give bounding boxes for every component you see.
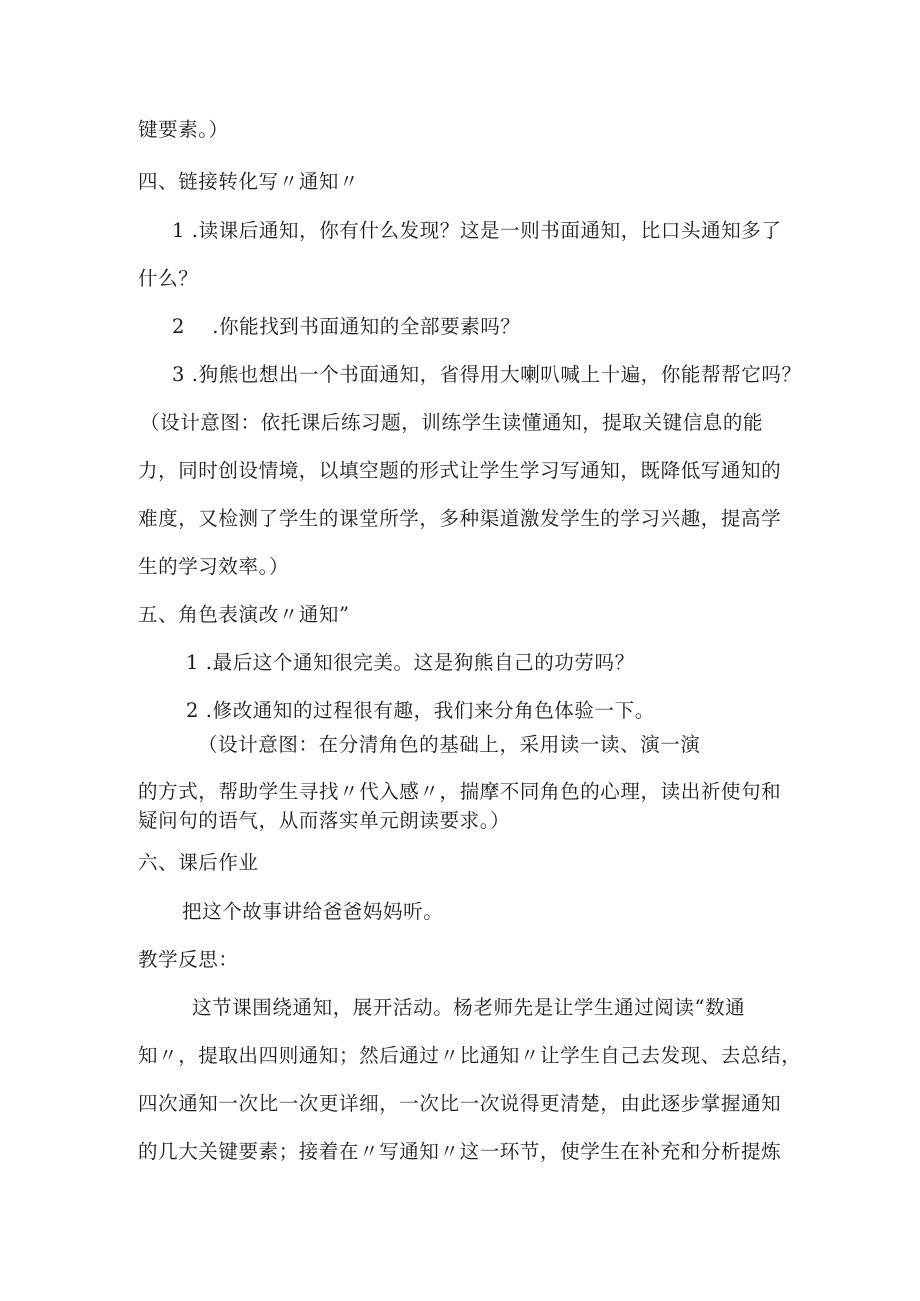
- list-item-1: 1 .最后这个通知很完美。这是狗熊自己的功劳吗？: [186, 651, 635, 674]
- design-note-line: 生的学习效率。）: [138, 555, 290, 578]
- list-item-1: 1 .读课后通知，你有什么发现？这是一则书面通知，比口头通知多了: [172, 219, 782, 242]
- reflection-heading: 教学反思：: [138, 948, 239, 971]
- list-item-2: 2 .修改通知的过程很有趣，我们来分角色体验一下。: [186, 699, 655, 722]
- design-note-line: 的方式，帮助学生寻找〃代入感〃，揣摩不同角色的心理，读出祈使句和: [138, 780, 782, 803]
- reflection-line: 知〃，提取出四则通知；然后通过〃比通知〃让学生自己去发现、去总结，: [138, 1044, 802, 1067]
- section-heading-5: 五、角色表演改〃通知”: [138, 603, 350, 626]
- design-note-line: 力，同时创设情境，以填空题的形式让学生学习写通知，既降低写通知的: [138, 459, 782, 482]
- reflection-line: 这节课围绕通知，展开活动。杨老师先是让学生通过阅读“数通: [192, 996, 746, 1019]
- design-note-line: 难度，又检测了学生的课堂所学，多种渠道激发学生的学习兴趣，提高学: [138, 507, 782, 530]
- text-line: 键要素。）: [138, 118, 229, 141]
- homework-text: 把这个故事讲给爸爸妈妈听。: [182, 900, 444, 923]
- design-note-line: （设计意图：依托课后练习题，训练学生读懂通知，提取关键信息的能: [140, 411, 764, 434]
- section-heading-4: 四、链接转化写〃通知〃: [138, 170, 360, 193]
- reflection-line: 四次通知一次比一次更详细，一次比一次说得更清楚，由此逐步掌握通知: [138, 1092, 782, 1115]
- design-note-line: 疑问句的语气，从而落实单元朗读要求。）: [138, 809, 511, 832]
- reflection-line: 的几大关键要素；接着在〃写通知〃这一环节，使学生在补充和分析提炼: [138, 1140, 782, 1163]
- design-note-line: （设计意图：在分清角色的基础上，采用读一读、演一演: [198, 733, 701, 756]
- list-item-2: 2 .你能找到书面通知的全部要素吗？: [172, 315, 521, 338]
- section-heading-6: 六、课后作业: [138, 851, 259, 874]
- text-line: 什么？: [138, 267, 199, 290]
- list-item-3: 3 .狗熊也想出一个书面通知，省得用大喇叭喊上十遍，你能帮帮它吗？: [172, 363, 802, 386]
